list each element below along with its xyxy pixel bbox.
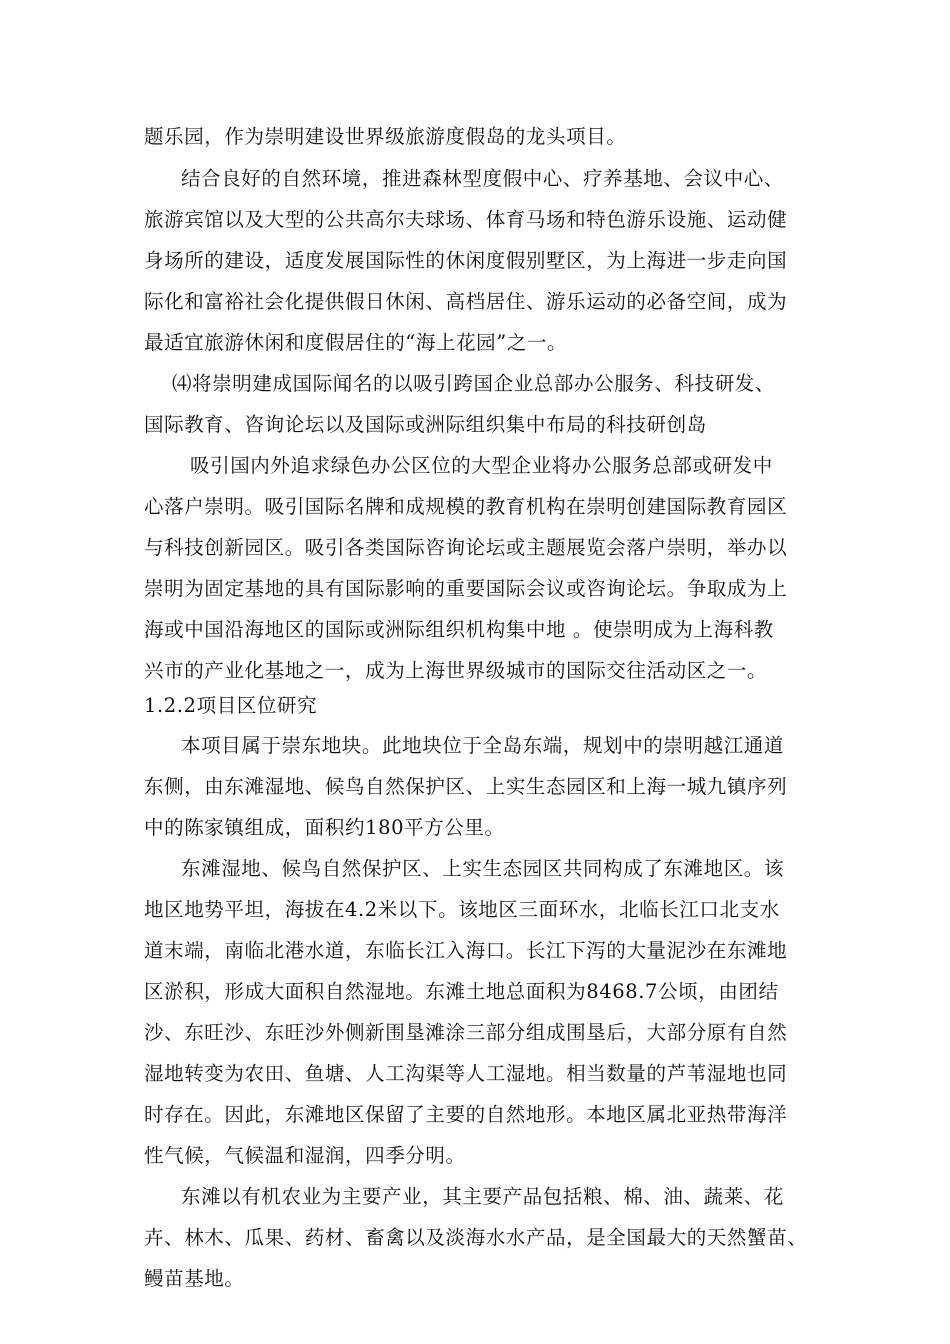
text-line: 区淤积，形成大面积自然湿地。东滩土地总面积为8468.7公顷，由团结 bbox=[144, 980, 779, 1003]
text-line: 中的陈家镇组成，面积约180平方公里。 bbox=[144, 816, 505, 839]
text-line: 本项目属于崇东地块。此地块位于全岛东端，规划中的崇明越江通道 bbox=[181, 734, 785, 757]
text-line: 崇明为固定基地的具有国际影响的重要国际会议或咨询论坛。争取成为上 bbox=[144, 577, 788, 600]
text-line: 东滩湿地、候鸟自然保护区、上实生态园区共同构成了东滩地区。该 bbox=[181, 857, 785, 880]
text-line: 时存在。因此，东滩地区保留了主要的自然地形。本地区属北亚热带海洋 bbox=[144, 1103, 788, 1126]
text-line: 最适宜旅游休闲和度假居住的“海上花园”之一。 bbox=[144, 331, 568, 354]
text-line: 东侧，由东滩湿地、候鸟自然保护区、上实生态园区和上海一城九镇序列 bbox=[144, 775, 788, 798]
text-line: 兴市的产业化基地之一，成为上海世界级城市的国际交往活动区之一。 bbox=[144, 659, 768, 682]
text-line: 湿地转变为农田、鱼塘、人工沟渠等人工湿地。相当数量的芦苇湿地也同 bbox=[144, 1062, 788, 1085]
text-line: 题乐园，作为崇明建设世界级旅游度假岛的龙头项目。 bbox=[144, 125, 627, 148]
text-line: 鳗苗基地。 bbox=[144, 1267, 245, 1290]
text-line: 身场所的建设，适度发展国际性的休闲度假别墅区，为上海进一步走向国 bbox=[144, 249, 788, 272]
text-line: 沙、东旺沙、东旺沙外侧新围垦滩涂三部分组成围垦后，大部分原有自然 bbox=[144, 1021, 788, 1044]
section-heading: 1.2.2项目区位研究 bbox=[144, 694, 318, 717]
text-line: 心落户崇明。吸引国际名牌和成规模的教育机构在崇明创建国际教育园区 bbox=[144, 495, 788, 518]
text-line: 际化和富裕社会化提供假日休闲、高档居住、游乐运动的必备空间，成为 bbox=[144, 290, 788, 313]
text-line: 旅游宾馆以及大型的公共高尔夫球场、体育马场和特色游乐设施、运动健 bbox=[144, 208, 788, 231]
section-heading: ⑷将崇明建成国际闻名的以吸引跨国企业总部办公服务、科技研发、 bbox=[172, 372, 776, 395]
text-line: 性气候，气候温和湿润，四季分明。 bbox=[144, 1144, 466, 1167]
text-line: 地区地势平坦，海拔在4.2米以下。该地区三面环水，北临长江口北支水 bbox=[144, 898, 780, 921]
text-line: 东滩以有机农业为主要产业，其主要产品包括粮、棉、油、蔬莱、花 bbox=[181, 1185, 785, 1208]
text-line: 海或中国沿海地区的国际或洲际组织机构集中地 。使崇明成为上海科教 bbox=[144, 618, 774, 641]
text-line: 吸引国内外追求绿色办公区位的大型企业将办公服务总部或研发中 bbox=[190, 454, 773, 477]
section-heading: 国际教育、咨询论坛以及国际或洲际组织集中布局的科技研创岛 bbox=[144, 413, 707, 436]
text-line: 结合良好的自然环境，推进森林型度假中心、疗养基地、会议中心、 bbox=[181, 167, 785, 190]
text-line: 与科技创新园区。吸引各类国际咨询论坛或主题展览会落户崇明，举办以 bbox=[144, 536, 788, 559]
text-line: 卉、林木、瓜果、药材、畜禽以及淡海水水产品，是全国最大的天然蟹苗、 bbox=[144, 1226, 808, 1249]
text-line: 道末端，南临北港水道，东临长江入海口。长江下泻的大量泥沙在东滩地 bbox=[144, 939, 788, 962]
